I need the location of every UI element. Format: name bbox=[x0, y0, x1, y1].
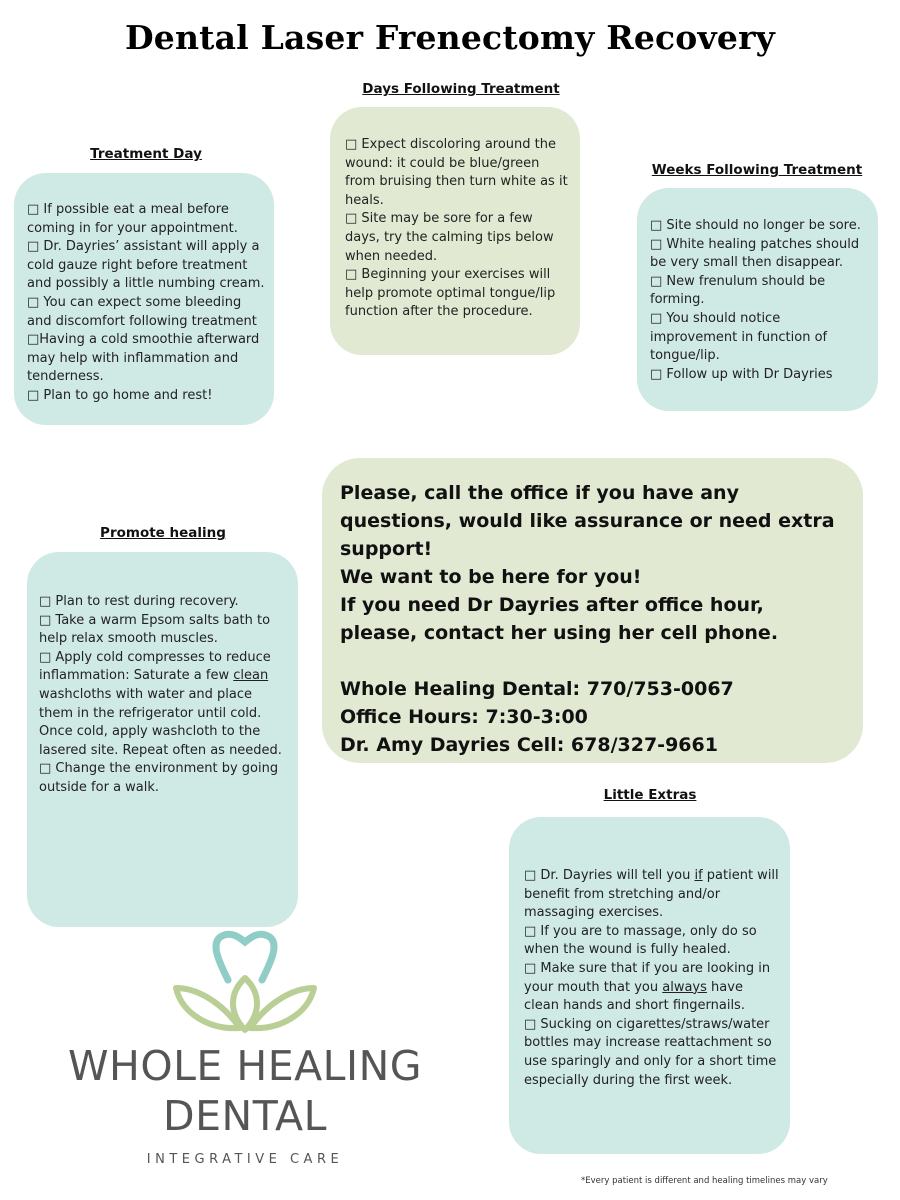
weeks-item-2: □ White healing patches should be very small then disappear. bbox=[650, 236, 860, 271]
days-item-1: □ Expect discoloring around the wound: it could be blue/green from bruising then turn white as it heals. bbox=[345, 137, 568, 208]
healing-heading: Promote healing bbox=[100, 525, 226, 541]
healing-item-3 bbox=[39, 649, 290, 761]
extras-item-3 bbox=[524, 960, 782, 1016]
contact-line-3: If you need Dr Dayries after office hour, please, contact her using her cell phone. bbox=[340, 594, 779, 644]
extras-item-1-pre: □ Dr. Dayries will tell you bbox=[524, 868, 695, 883]
weeks-item-1: □ Site should no longer be sore. bbox=[650, 218, 861, 233]
contact-line-1: Please, call the office if you have any questions, would like assurance or need extra support! bbox=[340, 482, 835, 560]
extras-item-1-underlined: if bbox=[694, 868, 703, 883]
treatment-heading: Treatment Day bbox=[90, 146, 202, 162]
treatment-box bbox=[14, 173, 274, 425]
extras-item-1-post: patient will benefit from stretching and/or massaging exercises. bbox=[524, 868, 779, 921]
treatment-item-5: □ Plan to go home and rest! bbox=[27, 387, 213, 403]
healing-item-3-underlined: clean bbox=[233, 668, 269, 684]
treatment-item-4: □Having a cold smoothie afterward may help with inflammation and tenderness. bbox=[27, 332, 260, 385]
extras-item-1 bbox=[524, 867, 782, 923]
days-item-2: □ Site may be sore for a few days, try the calming tips below when needed. bbox=[345, 211, 554, 264]
extras-item-3-underlined: always bbox=[662, 979, 707, 995]
weeks-item-3: □ New frenulum should be forming. bbox=[650, 273, 826, 308]
contact-gap bbox=[340, 647, 845, 675]
days-item-3: □ Beginning your exercises will help promote optimal tongue/lip function after the procedure. bbox=[345, 267, 556, 320]
logo-tagline: INTEGRATIVE CARE bbox=[146, 1152, 344, 1167]
extras-item-2: □ If you are to massage, only do so when the wound is fully healed. bbox=[524, 923, 757, 958]
contact-line-2: We want to be here for you! bbox=[340, 566, 642, 588]
extras-box bbox=[509, 817, 790, 1154]
treatment-item-2: □ Dr. Dayries’ assistant will apply a cold gauze right before treatment and possibly a little numbing cream. bbox=[27, 239, 265, 292]
extras-item-4: □ Sucking on cigarettes/straws/water bottles may increase reattachment so use sparingly and only for a short time especially during the first week. bbox=[524, 1016, 777, 1088]
weeks-item-5: □ Follow up with Dr Dayries bbox=[650, 366, 833, 382]
days-box bbox=[330, 107, 580, 355]
healing-item-3-post: washcloths with water and place them in the refrigerator until cold. Once cold, apply washcloth to the lasered site. Repeat often as needed. bbox=[39, 686, 282, 758]
weeks-item-4: □ You should notice improvement in function of tongue/lip. bbox=[650, 310, 828, 364]
weeks-box bbox=[637, 188, 878, 411]
footnote: *Every patient is different and healing timelines may vary bbox=[581, 1176, 828, 1186]
extras-item-3-pre: □ Make sure that if you are looking in your mouth that you bbox=[524, 960, 771, 995]
page-title: Dental Laser Frenectomy Recovery bbox=[124, 18, 776, 57]
contact-box bbox=[322, 458, 863, 763]
healing-item-3-pre: □ Apply cold compresses to reduce inflammation: Saturate a few bbox=[39, 649, 271, 684]
weeks-heading: Weeks Following Treatment bbox=[651, 162, 863, 178]
healing-box bbox=[27, 552, 298, 927]
treatment-item-3: □ You can expect some bleeding and discomfort following treatment bbox=[27, 294, 257, 329]
treatment-item-1: □ If possible eat a meal before coming in for your appointment. bbox=[27, 202, 238, 236]
healing-item-2: □ Take a warm Epsom salts bath to help relax smooth muscles. bbox=[39, 612, 271, 647]
days-heading: Days Following Treatment bbox=[362, 81, 560, 97]
logo-line-1: WHOLE HEALING bbox=[67, 1042, 423, 1090]
office-phone: Whole Healing Dental: 770/753-0067 bbox=[340, 678, 734, 700]
extras-heading: Little Extras bbox=[603, 787, 697, 803]
office-hours: Office Hours: 7:30-3:00 bbox=[340, 706, 588, 728]
whole-healing-logo bbox=[50, 930, 440, 1180]
extras-item-3-post: have clean hands and short fingernails. bbox=[524, 979, 745, 1014]
tooth-leaf-icon bbox=[50, 930, 440, 1040]
healing-item-4: □ Change the environment by going outside for a walk. bbox=[39, 761, 279, 795]
healing-item-1: □ Plan to rest during recovery. bbox=[39, 594, 239, 609]
logo-line-2: DENTAL bbox=[163, 1092, 327, 1140]
doctor-cell: Dr. Amy Dayries Cell: 678/327-9661 bbox=[340, 734, 718, 756]
